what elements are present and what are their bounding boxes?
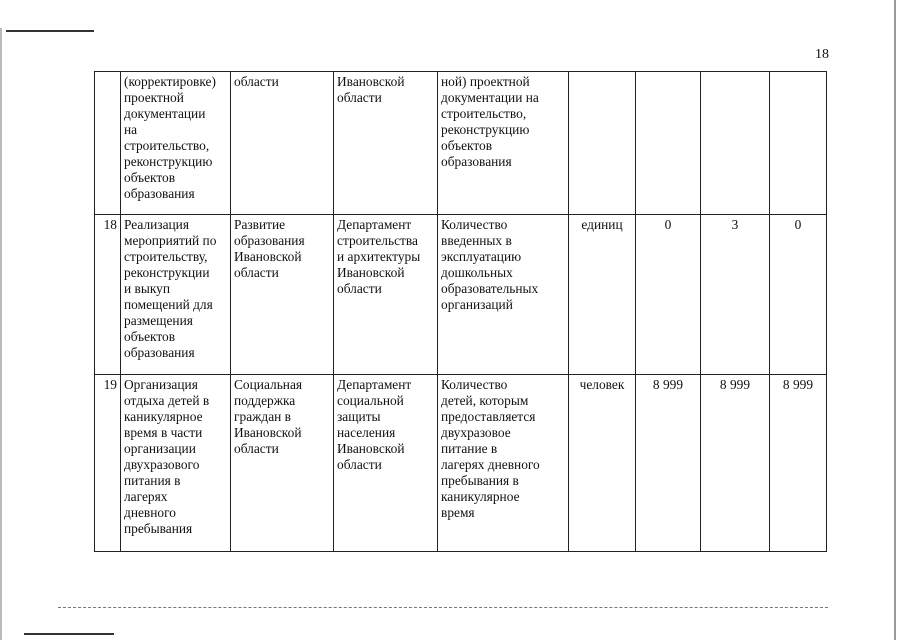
value-cell: 3	[701, 215, 770, 375]
table-row	[95, 375, 827, 552]
value-cell: 0	[636, 215, 701, 375]
indicator-cell: Количество введенных в эксплуатацию дошкольных образовательных организаций	[438, 215, 569, 375]
event-cell: Реализация мероприятий по строительству, реконструкции и выкуп помещений для размещения объектов образования	[121, 215, 231, 375]
unit-cell: человек	[569, 375, 636, 552]
event-cell: Организация отдыха детей в каникулярное время в части организации двухразового питания в лагерях дневного пребывания	[121, 375, 231, 552]
scan-bottom-mark	[24, 633, 114, 635]
value-cell: 8 999	[701, 375, 770, 552]
scan-edge-mark	[0, 28, 2, 640]
value-cell: 8 999	[636, 375, 701, 552]
value-cell: 0	[770, 215, 827, 375]
event-cell: (корректировке) проектной документации на строительство, реконструкцию объектов образования	[121, 72, 231, 215]
executor-cell: Департамент строительства и архитектуры Ивановской области	[334, 215, 438, 375]
table-row	[95, 72, 827, 215]
value-cell	[701, 72, 770, 215]
program-cell: Социальная поддержка граждан в Ивановской области	[231, 375, 334, 552]
row-number	[95, 72, 121, 215]
value-cell	[770, 72, 827, 215]
unit-cell	[569, 72, 636, 215]
scan-dotted-line	[58, 607, 828, 608]
indicator-cell: ной) проектной документации на строительство, реконструкцию объектов образования	[438, 72, 569, 215]
program-cell: Развитие образования Ивановской области	[231, 215, 334, 375]
table-row	[95, 215, 827, 375]
executor-cell: Департамент социальной защиты населения Ивановской области	[334, 375, 438, 552]
scan-corner-mark	[6, 30, 94, 32]
data-table	[94, 71, 827, 552]
scan-edge-mark	[894, 0, 896, 640]
row-number: 19	[95, 375, 121, 552]
value-cell: 8 999	[770, 375, 827, 552]
executor-cell: Ивановской области	[334, 72, 438, 215]
page-number: 18	[815, 47, 829, 62]
indicator-cell: Количество детей, которым предоставляется двухразовое питание в лагерях дневного пребывания в каникулярное время	[438, 375, 569, 552]
row-number: 18	[95, 215, 121, 375]
program-cell: области	[231, 72, 334, 215]
unit-cell: единиц	[569, 215, 636, 375]
value-cell	[636, 72, 701, 215]
